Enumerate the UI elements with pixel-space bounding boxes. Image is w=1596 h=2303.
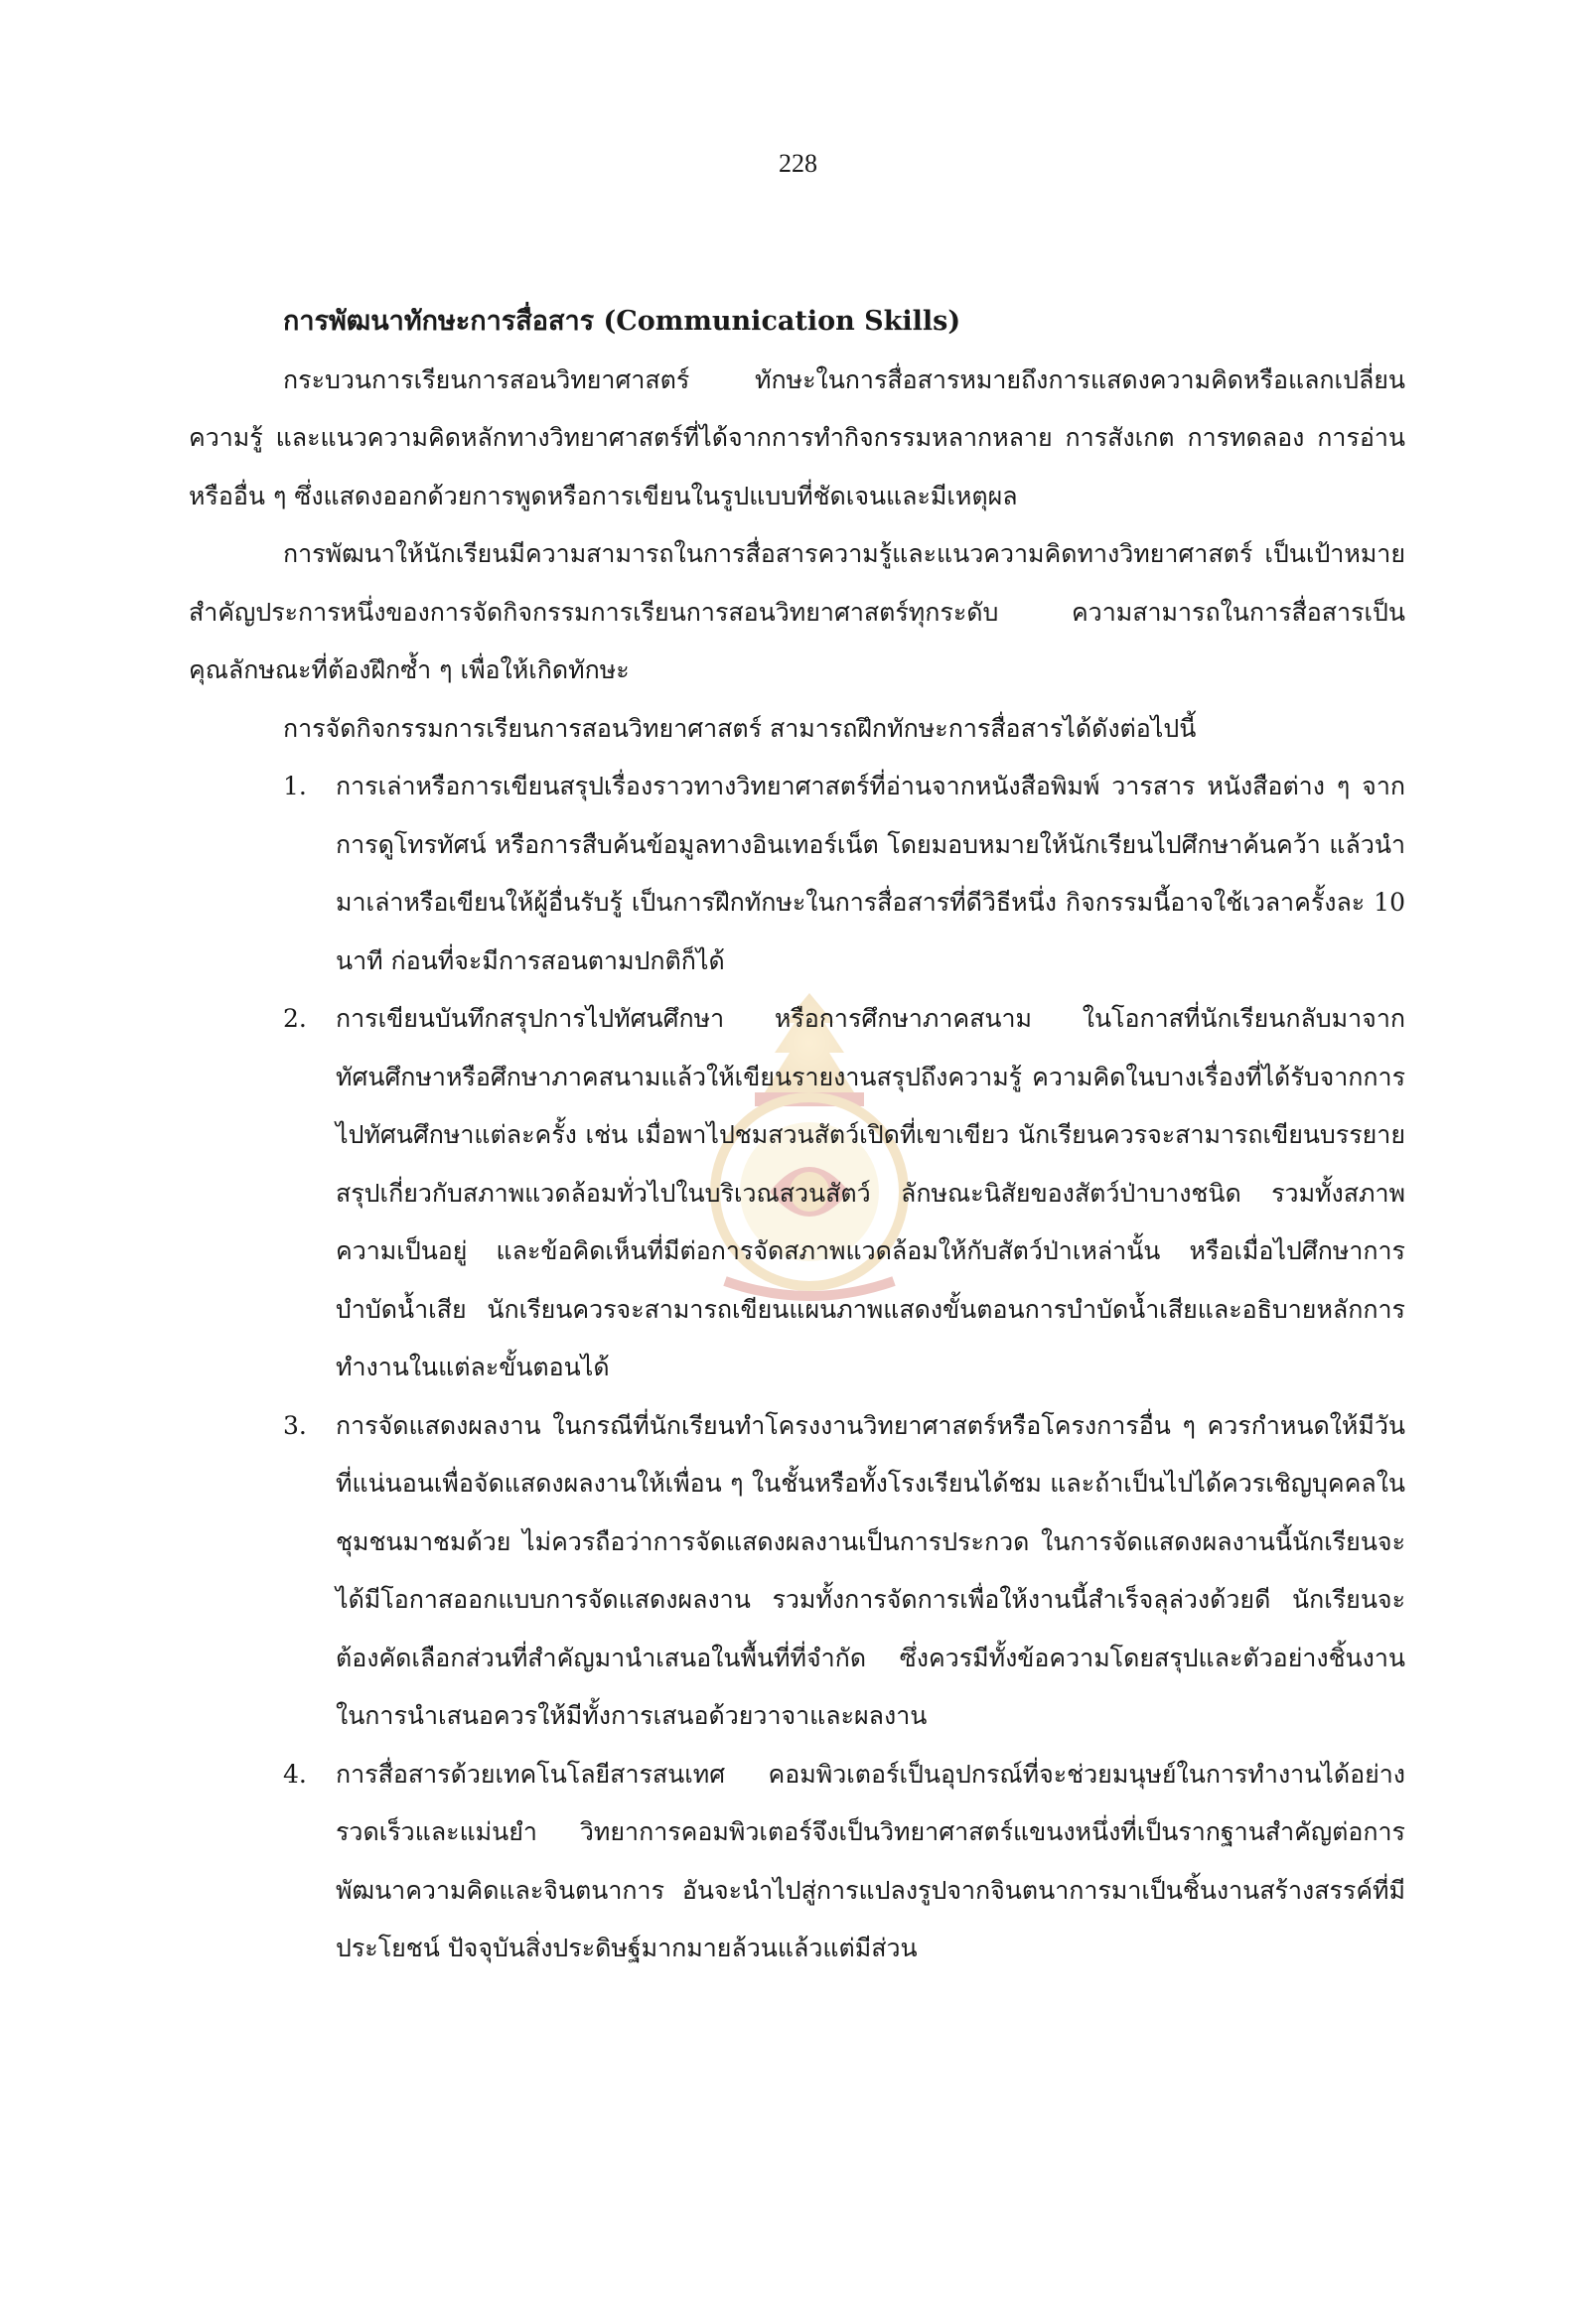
list-item-number: 4. [283,1759,307,1789]
activity-list [189,758,1405,1978]
section-heading: การพัฒนาทักษะการสื่อสาร (Communication Skills) [283,306,961,337]
page-number: 228 [779,149,817,178]
list-item-text: การเขียนบันทึกสรุปการไปทัศนศึกษา หรือการศึกษาภาคสนาม ในโอกาสที่นักเรียนกลับมาจากทัศนศึกษาหรือศึกษาภาคสนามแล้วให้เขียนรายงานสรุปถึงความรู้ ความคิดในบางเรื่องที่ได้รับจากการไปทัศนศึกษาแต่ละครั้ง เช่น เมื่อพาไปชมสวนสัตว์เปิดที่เขาเขียว นักเรียนควรจะสามารถเขียนบรรยายสรุปเกี่ยวกับสภาพแวดล้อมทั่วไปในบริเวณสวนสัตว์ ลักษณะนิสัยของสัตว์ป่าบางชนิด รวมทั้งสภาพความเป็นอยู่ และข้อคิดเห็นที่มีต่อการจัดสภาพแวดล้อมให้กับสัตว์ป่าเหล่านั้น หรือเมื่อไปศึกษาการบำบัดน้ำเสีย นักเรียนควรจะสามารถเขียนแผนภาพแสดงขั้นตอนการบำบัดน้ำเสียและอธิบายหลักการทำงานในแต่ละขั้นตอนได้ [336,1004,1405,1381]
list-item [189,758,1405,990]
main-content [189,293,1405,1978]
list-item [189,990,1405,1397]
list-item [189,1746,1405,1978]
list-item-text: การเล่าหรือการเขียนสรุปเรื่องราวทางวิทยาศาสตร์ที่อ่านจากหนังสือพิมพ์ วารสาร หนังสือต่าง ๆ จากการดูโทรทัศน์ หรือการสืบค้นข้อมูลทางอินเทอร์เน็ต โดยมอบหมายให้นักเรียนไปศึกษาค้นคว้า แล้วนำมาเล่าหรือเขียนให้ผู้อื่นรับรู้ เป็นการฝึกทักษะในการสื่อสารที่ดีวิธีหนึ่ง กิจกรรมนี้อาจใช้เวลาครั้งละ 10 นาที ก่อนที่จะมีการสอนตามปกติก็ได้ [336,772,1405,975]
paragraph-2: การพัฒนาให้นักเรียนมีความสามารถในการสื่อสารความรู้และแนวความคิดทางวิทยาศาสตร์ เป็นเป้าหมายสำคัญประการหนึ่งของการจัดกิจกรรมการเรียนการสอนวิทยาศาสตร์ทุกระดับ ความสามารถในการสื่อสารเป็นคุณลักษณะที่ต้องฝึกซ้ำ ๆ เพื่อให้เกิดทักษะ [189,539,1405,684]
list-item [189,1397,1405,1746]
list-item-number: 2. [283,1004,307,1033]
list-item-number: 3. [283,1410,307,1440]
list-item-text: การจัดแสดงผลงาน ในกรณีที่นักเรียนทำโครงงานวิทยาศาสตร์หรือโครงการอื่น ๆ ควรกำหนดให้มีวันที่แน่นอนเพื่อจัดแสดงผลงานให้เพื่อน ๆ ในชั้นหรือทั้งโรงเรียนได้ชม และถ้าเป็นไปได้ควรเชิญบุคคลในชุมชนมาชมด้วย ไม่ควรถือว่าการจัดแสดงผลงานเป็นการประกวด ในการจัดแสดงผลงานนี้นักเรียนจะได้มีโอกาสออกแบบการจัดแสดงผลงาน รวมทั้งการจัดการเพื่อให้งานนี้สำเร็จลุล่วงด้วยดี นักเรียนจะต้องคัดเลือกส่วนที่สำคัญมานำเสนอในพื้นที่ที่จำกัด ซึ่งควรมีทั้งข้อความโดยสรุปและตัวอย่างชิ้นงาน ในการนำเสนอควรให้มีทั้งการเสนอด้วยวาจาและผลงาน [336,1410,1405,1730]
list-item-number: 1. [283,772,307,800]
list-item-text: การสื่อสารด้วยเทคโนโลยีสารสนเทศ คอมพิวเตอร์เป็นอุปกรณ์ที่จะช่วยมนุษย์ในการทำงานได้อย่างรวดเร็วและแม่นยำ วิทยาการคอมพิวเตอร์จึงเป็นวิทยาศาสตร์แขนงหนึ่งที่เป็นรากฐานสำคัญต่อการพัฒนาความคิดและจินตนาการ อันจะนำไปสู่การแปลงรูปจากจินตนาการมาเป็นชิ้นงานสร้างสรรค์ที่มีประโยชน์ ปัจจุบันสิ่งประดิษฐ์มากมายล้วนแล้วแต่มีส่วน [336,1759,1405,1962]
paragraph-3: การจัดกิจกรรมการเรียนการสอนวิทยาศาสตร์ สามารถฝึกทักษะการสื่อสารได้ดังต่อไปนี้ [283,713,1197,743]
paragraph-1: กระบวนการเรียนการสอนวิทยาศาสตร์ ทักษะในการสื่อสารหมายถึงการแสดงความคิดหรือแลกเปลี่ยนความรู้ และแนวความคิดหลักทางวิทยาศาสตร์ที่ได้จากการทำกิจกรรมหลากหลาย การสังเกต การทดลอง การอ่านหรืออื่น ๆ ซึ่งแสดงออกด้วยการพูดหรือการเขียนในรูปแบบที่ชัดเจนและมีเหตุผล [189,364,1405,510]
